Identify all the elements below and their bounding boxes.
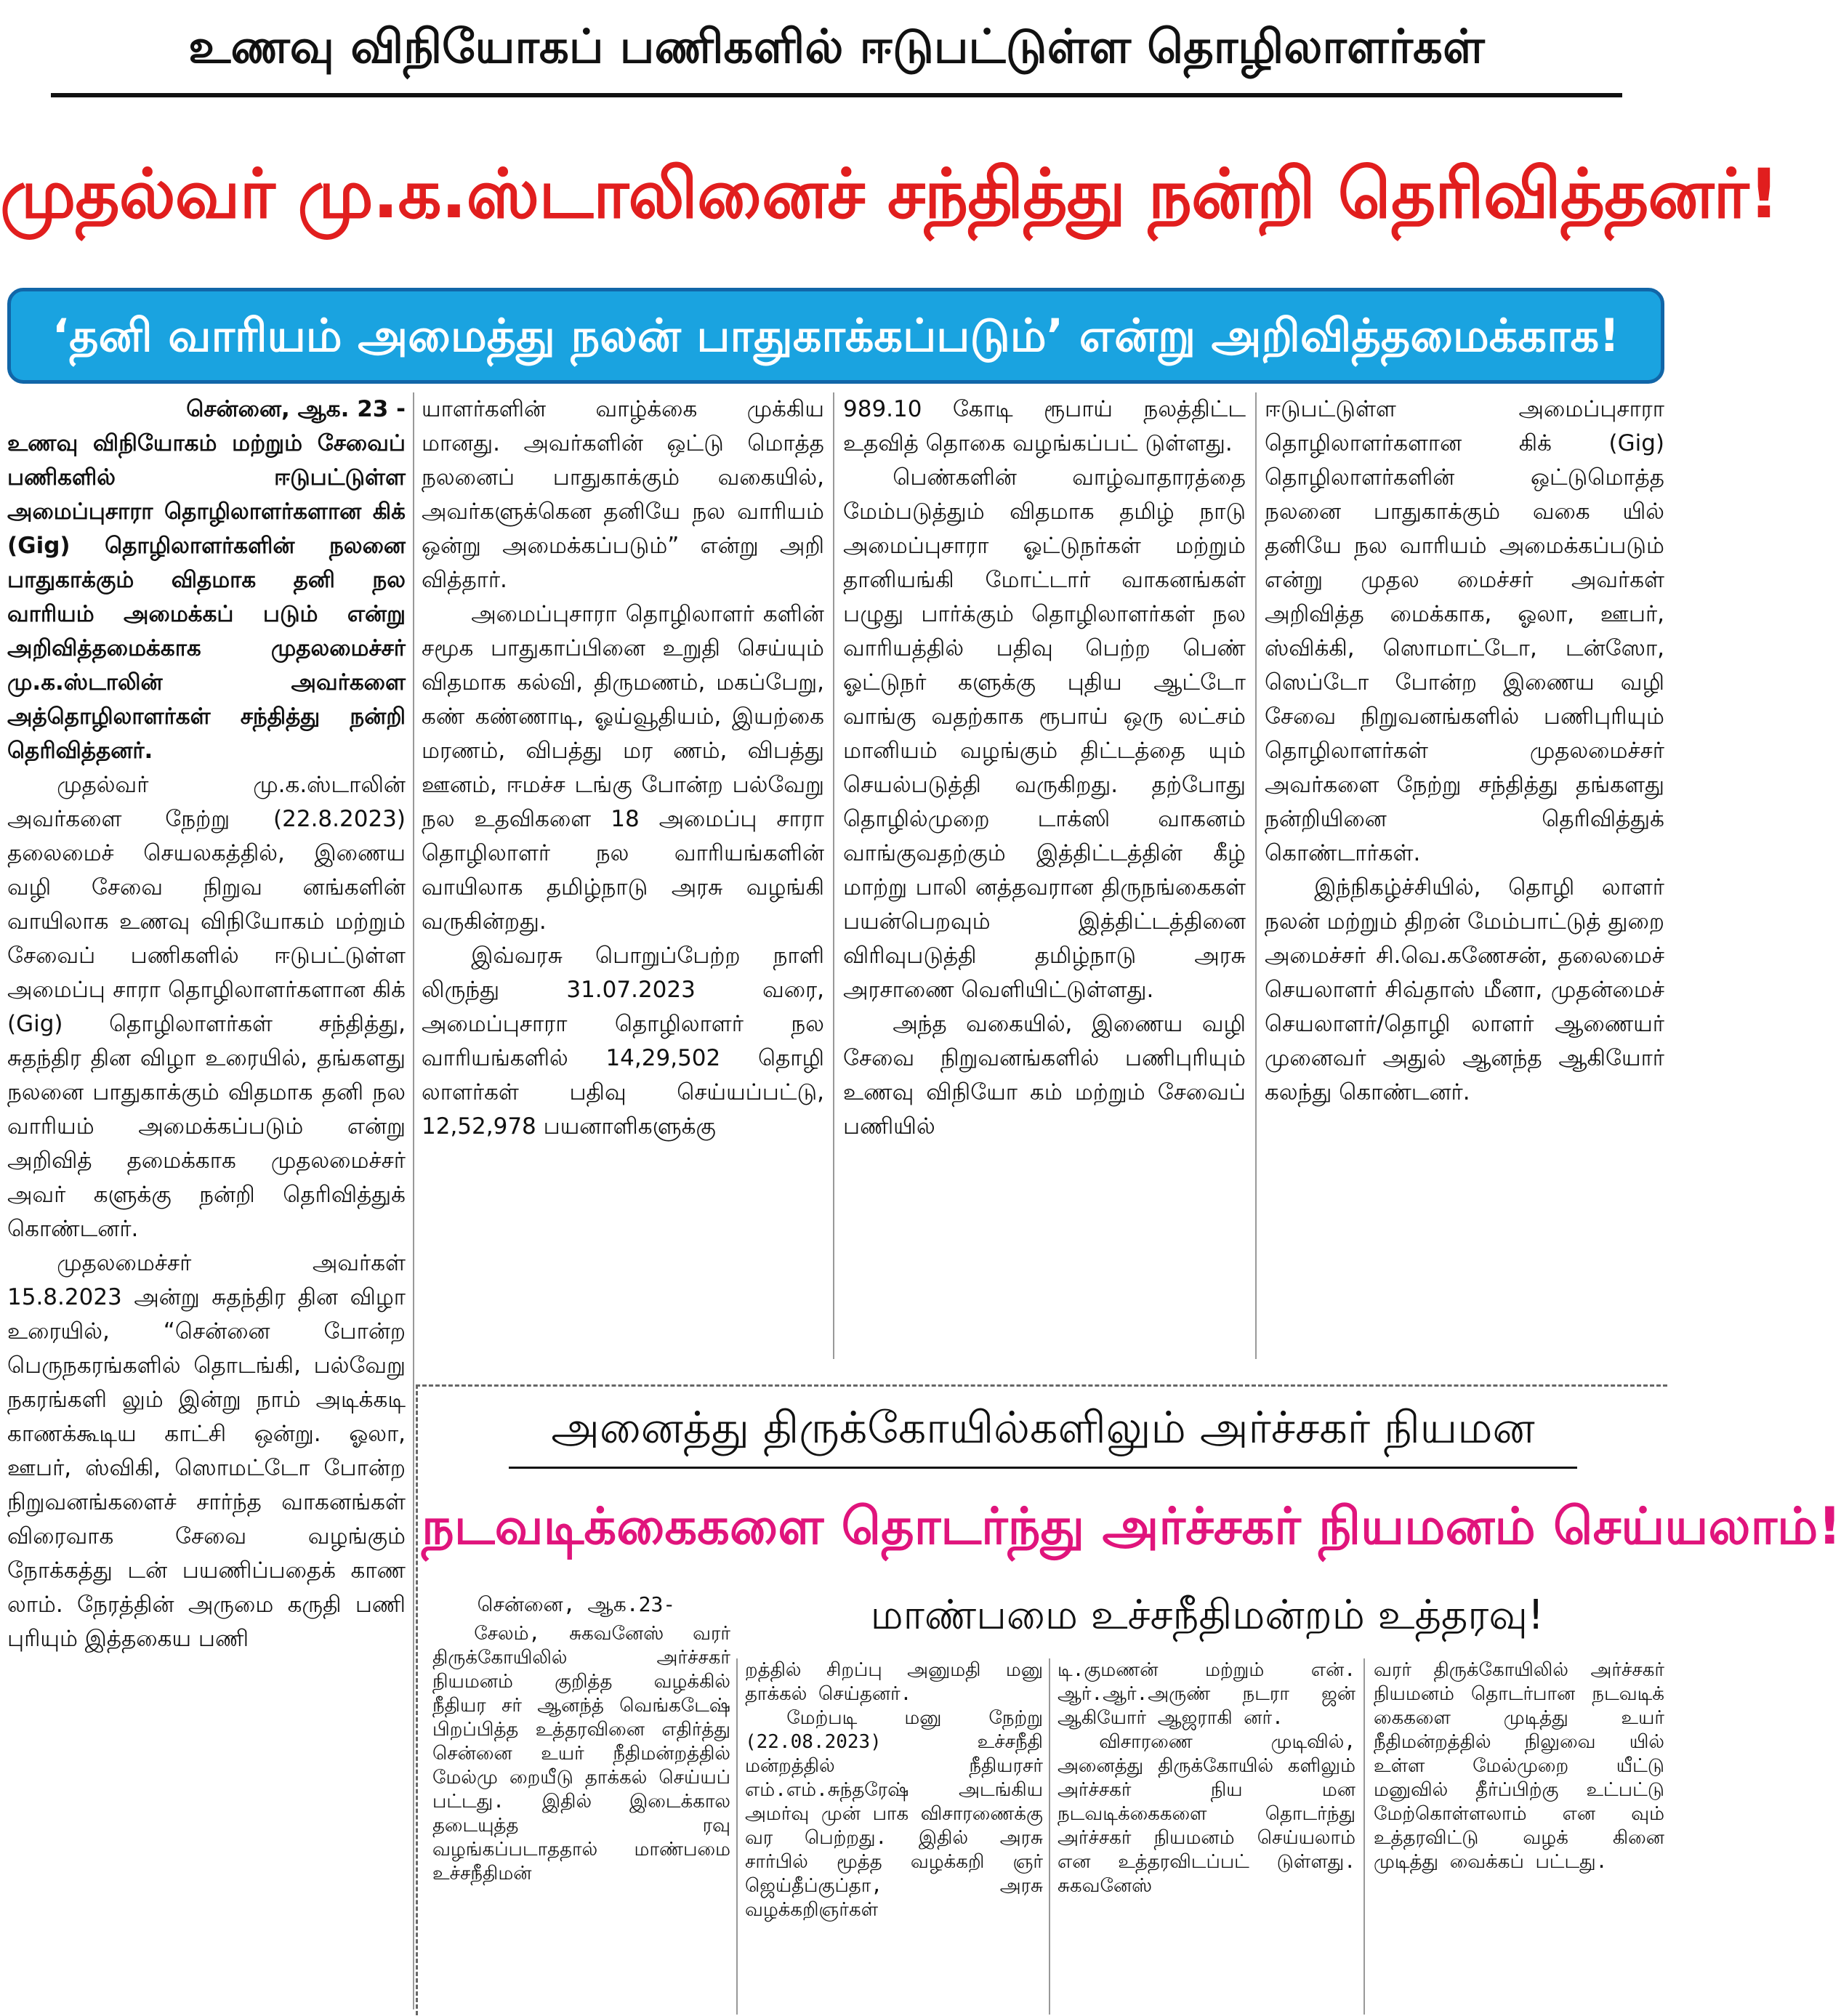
paragraph: இந்நிகழ்ச்சியில், தொழி லாளர் நலன் மற்றும் திறன் மேம்பாட்டுத் துறை அமைச்சர் சி.வெ.கணேசன், தலைமைச் செயலாளர் சிவ்தாஸ் மீனா, முதன்மைச் செயலாளர்/தொழி லாளர் ஆணையர் முனைவர் அதுல் ஆனந்த ஆகியோர் கலந்து கொண்டனர். bbox=[1265, 874, 1664, 1105]
article-column-2 bbox=[422, 392, 824, 1359]
article2-column-2 bbox=[745, 1658, 1043, 2015]
article2-kicker: அனைத்து திருக்கோயில்களிலும் அர்ச்சகர் நியமன bbox=[551, 1403, 1535, 1453]
article-column-1 bbox=[7, 392, 406, 2009]
paragraph: டி.குமணன் மற்றும் என். ஆர்.ஆர்.அருண் நடரா ஜன் ஆகியோர் ஆஜராகி னர். bbox=[1058, 1659, 1355, 1729]
article2-kicker-underline bbox=[509, 1467, 1577, 1469]
paragraph: விசாரணை முடிவில், அனைத்து திருக்கோயில் களிலும் அர்ச்சகர் நிய மன நடவடிக்கைகளை தொடர்ந்து அர்ச்சகர் நியமனம் செய்யலாம் என உத்தரவிடப்பட் டுள்ளது. சுகவனேஸ் bbox=[1058, 1731, 1355, 1897]
paragraph: பெண்களின் வாழ்வாதாரத்தை மேம்படுத்தும் விதமாக தமிழ் நாடு அமைப்புசாரா ஓட்டுநர்கள் மற்றும் தானியங்கி மோட்டார் வாகனங்கள் பழுது பார்க்கும் தொழிலாளர்கள் நல வாரியத்தில் பதிவு பெற்ற பெண் ஓட்டுநர் களுக்கு புதிய ஆட்டோ வாங்கு வதற்காக ரூபாய் ஒரு லட்சம் மானியம் வழங்கும் திட்டத்தை யும் செயல்படுத்தி வருகிறது. தற்போது தொழில்முறை டாக்ஸி வாகனம் வாங்குவதற்கும் இத்திட்டத்தின் கீழ் மாற்று பாலி னத்தவரான திருநங்கைகள் பயன்பெறவும் இத்திட்டத்தினை விரிவுபடுத்தி தமிழ்நாடு அரசு அரசாணை வெளியிட்டுள்ளது. bbox=[843, 464, 1246, 1003]
kicker-underline bbox=[51, 93, 1622, 97]
article2-dateline: சென்னை, ஆக.23- bbox=[477, 1592, 676, 1616]
paragraph: யாளர்களின் வாழ்க்கை முக்கிய மானது. அவர்களின் ஒட்டு மொத்த நலனைப் பாதுகாக்கும் வகையில், அவர்களுக்கென தனியே நல வாரியம் ஒன்று அமைக்கப்படும்” என்று அறி வித்தார். bbox=[422, 396, 824, 593]
article2-column-1 bbox=[432, 1622, 730, 2015]
article-column-3 bbox=[843, 392, 1246, 1359]
main-headline: முதல்வர் மு.க.ஸ்டாலினைச் சந்தித்து நன்றி தெரிவித்தனர்! bbox=[0, 155, 1779, 234]
subhead-banner: ‘தனி வாரியம் அமைத்து நலன் பாதுகாக்கப்படும்’ என்று அறிவித்தமைக்காக! bbox=[7, 288, 1664, 384]
column-divider bbox=[1255, 392, 1257, 1359]
paragraph: றத்தில் சிறப்பு அனுமதி மனு தாக்கல் செய்தனர். bbox=[745, 1659, 1043, 1705]
paragraph: முதலமைச்சர் அவர்கள் 15.8.2023 அன்று சுதந்திர தின விழா உரையில், “சென்னை போன்ற பெருநகரங்களில் தொடங்கி, பல்வேறு நகரங்களி லும் இன்று நாம் அடிக்கடி காணக்கூடிய காட்சி ஒன்று. ஓலா, ஊபர், ஸ்விகி, ஸொமட்டோ போன்ற நிறுவனங்களைச் சார்ந்த வாகனங்கள் விரைவாக சேவை வழங்கும் நோக்கத்து டன் பயணிப்பதைக் காண லாம். நேரத்தின் அருமை கருதி பணி புரியும் இத்தகைய பணி bbox=[7, 1250, 406, 1652]
article-column-4 bbox=[1265, 392, 1664, 1359]
paragraph: 989.10 கோடி ரூபாய் நலத்திட்ட உதவித் தொகை வழங்கப்பட் டுள்ளது. bbox=[843, 396, 1246, 456]
paragraph: அமைப்புசாரா தொழிலாளர் களின் சமூக பாதுகாப்பினை உறுதி செய்யும் விதமாக கல்வி, திருமணம், மகப்பேறு, கண் கண்ணாடி, ஓய்வூதியம், இயற்கை மரணம், விபத்து மர ணம், விபத்து ஊனம், ஈமச்ச டங்கு போன்ற பல்வேறு நல உதவிகளை 18 அமைப்பு சாரா தொழிலாளர் நல வாரியங்களின் வாயிலாக தமிழ்நாடு அரசு வழங்கி வருகின்றது. bbox=[422, 601, 824, 935]
paragraph: சேலம், சுகவனேஸ் வரர் திருக்கோயிலில் அர்ச்சகர் நியமனம் குறித்த வழக்கில் நீதியர சர் ஆனந்த் வெங்கடேஷ் பிறப்பித்த உத்தரவினை எதிர்த்து சென்னை உயர் நீதிமன்றத்தில் மேல்மு றையீடு தாக்கல் செய்யப் பட்டது. இதில் இடைக்கால தடையுத்த ரவு வழங்கப்படாததால் மாண்பமை உச்சநீதிமன் bbox=[432, 1623, 730, 1884]
column-divider bbox=[413, 392, 414, 2009]
column-divider bbox=[736, 1658, 738, 2015]
paragraph: மேற்படி மனு நேற்று (22.08.2023) உச்சநீதி மன்றத்தில் நீதியரசர் எம்.எம்.சுந்தரேஷ் அடங்கிய அமர்வு முன் பாக விசாரணைக்கு வர பெற்றது. இதில் அரசு சார்பில் மூத்த வழக்கறி ஞர் ஜெய்தீப்குப்தா, அரசு வழக்கறிஞர்கள் bbox=[745, 1707, 1043, 1921]
column-divider bbox=[833, 392, 834, 1359]
paragraph: இவ்வரசு பொறுப்பேற்ற நாளி லிருந்து 31.07.2023 வரை, அமைப்புசாரா தொழிலாளர் நல வாரியங்களில் 14,29,502 தொழி லாளர்கள் பதிவு செய்யப்பட்டு, 12,52,978 பயனாளிகளுக்கு bbox=[422, 943, 824, 1140]
article2-subhead: மாண்பமை உச்சநீதிமன்றம் உத்தரவு! bbox=[870, 1592, 1544, 1639]
article2-column-4 bbox=[1374, 1658, 1664, 2015]
article2-headline: நடவடிக்கைகளை தொடர்ந்து அர்ச்சகர் நியமனம் செய்யலாம்! bbox=[422, 1496, 1841, 1556]
column-divider bbox=[1363, 1658, 1365, 2015]
lead-paragraph: உணவு விநியோகம் மற்றும் சேவைப் பணிகளில் ஈடுபட்டுள்ள அமைப்புசாரா தொழிலாளர்களான கிக் (Gig) தொழிலாளர்களின் நலனை பாதுகாக்கும் விதமாக தனி நல வாரியம் அமைக்கப் படும் என்று அறிவித்தமைக்காக முதலமைச்சர் மு.க.ஸ்டாலின் அவர்களை அத்தொழிலாளர்கள் சந்தித்து நன்றி தெரிவித்தனர். bbox=[7, 430, 406, 764]
column-divider bbox=[1049, 1658, 1050, 2015]
paragraph: அந்த வகையில், இணைய வழி சேவை நிறுவனங்களில் பணிபுரியும் உணவு விநியோ கம் மற்றும் சேவைப் பணியில் bbox=[843, 1011, 1246, 1140]
dateline: சென்னை, ஆக. 23 - bbox=[186, 396, 406, 422]
paragraph: வரர் திருக்கோயிலில் அர்ச்சகர் நியமனம் தொடர்பான நடவடிக் கைகளை முடித்து உயர் நீதிமன்றத்தில் நிலுவை யில் உள்ள மேல்முறை யீட்டு மனுவில் தீர்ப்பிற்கு உட்பட்டு மேற்கொள்ளலாம் என வும் உத்தரவிட்டு வழக் கினை முடித்து வைக்கப் பட்டது. bbox=[1374, 1659, 1664, 1873]
kicker-heading: உணவு விநியோகப் பணிகளில் ஈடுபட்டுள்ள தொழிலாளர்கள் bbox=[188, 20, 1485, 74]
paragraph: ஈடுபட்டுள்ள அமைப்புசாரா தொழிலாளர்களான கிக் (Gig) தொழிலாளர்களின் ஒட்டுமொத்த நலனை பாதுகாக்கும் வகை யில் தனியே நல வாரியம் அமைக்கப்படும் என்று முதல மைச்சர் அவர்கள் அறிவித்த மைக்காக, ஓலா, ஊபர், ஸ்விக்கி, ஸொமாட்டோ, டன்ஸோ, ஸெப்டோ போன்ற இணைய வழி சேவை நிறுவனங்களில் பணிபுரியும் தொழிலாளர்கள் முதலமைச்சர் அவர்களை நேற்று சந்தித்து தங்களது நன்றியினை தெரிவித்துக் கொண்டார்கள். bbox=[1265, 396, 1664, 866]
article2-column-3 bbox=[1058, 1658, 1355, 2015]
paragraph: முதல்வர் மு.க.ஸ்டாலின் அவர்களை நேற்று (22.8.2023) தலைமைச் செயலகத்தில், இணைய வழி சேவை நிறுவ னங்களின் வாயிலாக உணவு விநியோகம் மற்றும் சேவைப் பணிகளில் ஈடுபட்டுள்ள அமைப்பு சாரா தொழிலாளர்களான கிக் (Gig) தொழிலாளர்கள் சந்தித்து, சுதந்திர தின விழா உரையில், தங்களது நலனை பாதுகாக்கும் விதமாக தனி நல வாரியம் அமைக்கப்படும் என்று அறிவித் தமைக்காக முதலமைச்சர் அவர் களுக்கு நன்றி தெரிவித்துக் கொண்டனர். bbox=[7, 772, 406, 1242]
